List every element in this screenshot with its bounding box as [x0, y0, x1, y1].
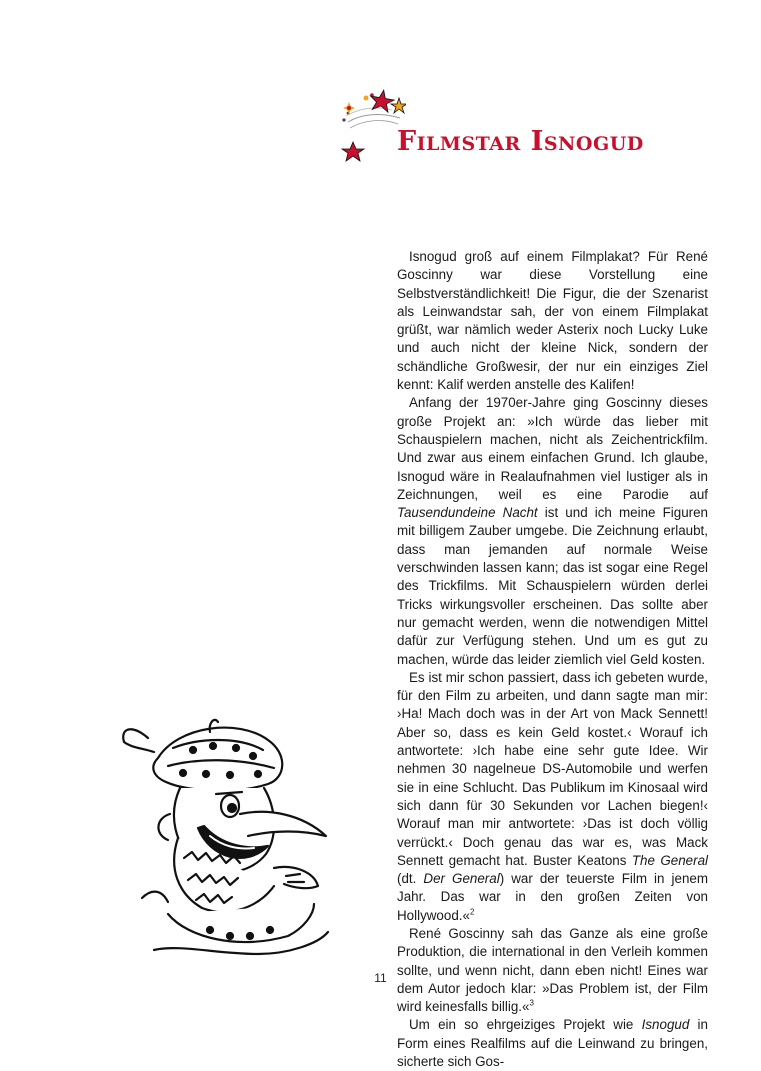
- paragraph: Um ein so ehrgeiziges Projekt wie Isnogud in Form eines Realfilms auf die Leinwand zu bringen, sicherte sich Gos-: [397, 1017, 708, 1070]
- page-number: 11: [374, 971, 387, 985]
- star-burst-icon: [336, 78, 406, 168]
- chapter-title: Filmstar Isnogud: [397, 126, 644, 157]
- paragraph: René Goscinny sah das Ganze als eine große Produktion, die international in den Verleih kommen sollte, und wenn nicht, dann eben nicht! Eines war dem Autor jedoch klar: »Das Problem ist, der Film wird keinesfalls billig.«$^3$: [397, 925, 708, 1015]
- paragraph: Isnogud groß auf einem Filmplakat? Für René Goscinny war diese Vorstellung eine Selbstverständlichkeit! Die Figur, die der Szenarist als Leinwandstar sah, der von einem Filmplakat grüßt, war nämlich weder Asterix noch Lucky Luke und auch nicht der kleine Nick, sondern der schändliche Großwesir, der nur ein einziges Ziel kennt: Kalif werden anstelle des Kalifen!: [397, 249, 708, 393]
- paragraph: Es ist mir schon passiert, dass ich gebeten wurde, für den Film zu arbeiten, und dann sagte man mir: ›Ha! Mach doch was in der Art von Mack Sennett! Aber so, dass es kein Geld kostet.‹ Worauf ich antwortete: ›Ich habe eine sehr gute Idee. Wir nehmen 30 nagelneue DS-Automobile und werfen sie in eine Schlucht. Das Publikum im Kinosaal wird sich dann für 30 Sekunden vor Lachen biegen!‹ Worauf man mir antwortete: ›Das ist doch völlig verrückt.‹ Doch genau das war es, was Mack Sennett gemacht hat. Buster Keatons The General (dt. Der General) war der teuerste Film in jenem Jahr. Das war in den großen Zeiten von Hollywood.«$^2$: [397, 669, 709, 923]
- paragraph: Anfang der 1970er-Jahre ging Goscinny dieses große Projekt an: »Ich würde das lieber mit Schauspielern machen, nicht als Zeichentrickfilm. Und zwar aus einem einfachen Grund. Ich glaube, Isnogud wäre in Realaufnahmen viel lustiger als in Zeichnungen, weil es eine Parodie auf Tausendundeine Nacht ist und ich meine Figuren mit billigem Zauber umgebe. Die Zeichnung erlaubt, dass man jemanden auf normale Weise verschwinden lassen kann; das ist sogar eine Regel des Trickfilms. Mit Schauspielern würden derlei Tricks wirkungsvoller erscheinen. Das sollte aber nur gemacht werden, wenn die notwendigen Mittel dafür zur Verfügung stehen. Und um es gut zu machen, würde das leider ziemlich viel Geld kosten.: [397, 395, 708, 667]
- grand-vizier-cartoon: [118, 718, 340, 958]
- footnote-marker: 3: [529, 998, 534, 1008]
- footnote-marker: 2: [469, 907, 475, 917]
- body-text-column: [397, 248, 708, 1071]
